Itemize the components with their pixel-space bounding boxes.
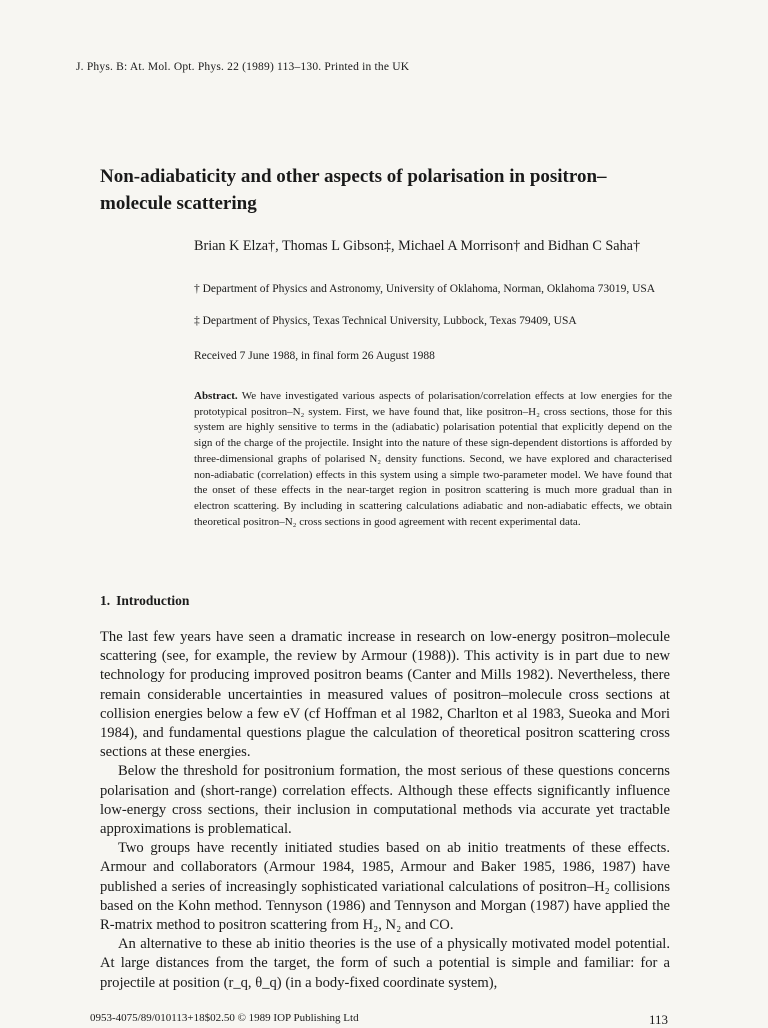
paragraph: An alternative to these ab initio theories is the use of a physically motivated model potential. At large distances from the target, the form of such a potential is simple and familiar: for a projectile at position (r_q, θ_q) (in a body-fixed coordinate system), [100,936,670,991]
affiliation-1: † Department of Physics and Astronomy, University of Oklahoma, Norman, Oklahoma 73019, USA [194,283,656,295]
paragraph: Below the threshold for positronium formation, the most serious of these questions concerns polarisation and (short-range) correlation effects. Although these effects significantly influence low-energy cross sections, their inclusion in computational methods via accurate yet tractable approximations is problematical. [100,763,670,838]
paper-title: Non-adiabaticity and other aspects of polarisation in positron–molecule scattering [100,166,607,214]
journal-header: J. Phys. B: At. Mol. Opt. Phys. 22 (1989) 113–130. Printed in the UK [76,61,410,73]
page-footer [90,1012,668,1028]
section-number: 1. [100,593,111,608]
abstract-label: Abstract. [194,390,238,402]
author-list: Brian K Elza†, Thomas L Gibson‡, Michael A Morrison† and Bidhan C Saha† [194,238,641,254]
section-heading [100,593,189,609]
page-number: 113 [648,1012,668,1027]
received-date: Received 7 June 1988, in final form 26 August 1988 [194,350,435,362]
abstract-text: We have investigated various aspects of polarisation/correlation effects at low energies for the prototypical positron–N₂ system. First, we have found that, like positron–H₂ cross sections, those for this system are highly sensitive to terms in the (adiabatic) polarisation potential that explicitly depend on the sign of the charge of the projectile. Insight into the nature of these sign-dependent distortions is afforded by three-dimensional graphs of polarised N₂ density functions. Second, we have explored and characterised non-adiabatic (correlation) effects in this system using a simple two-parameter model. We have found that the onset of these effects in the near-target region in positron scattering is much more gradual than in electron scattering. By including in scattering calculations adiabatic and non-adiabatic effects, we obtain theoretical positron–N₂ cross sections in good agreement with recent experimental data. [194,390,672,528]
section-title: Introduction [116,593,190,608]
affiliation-2: ‡ Department of Physics, Texas Technical University, Lubbock, Texas 79409, USA [194,315,577,327]
body-text [100,628,670,993]
footer-issn-copyright: 0953-4075/89/010113+18$02.50 © 1989 IOP Publishing Ltd [90,1012,359,1024]
abstract [194,389,672,530]
paragraph: Two groups have recently initiated studies based on ab initio treatments of these effects. Armour and collaborators (Armour 1984, 1985, Armour and Baker 1985, 1986, 1987) have published a series of increasingly sophisticated variational calculations of positron–H₂ collisions based on the Kohn method. Tennyson (1986) and Tennyson and Morgan (1987) have applied the R-matrix method to positron scattering from H₂, N₂ and CO. [100,840,670,934]
paragraph: The last few years have seen a dramatic increase in research on low-energy positron–molecule scattering (see, for example, the review by Armour (1988)). This activity is in part due to new technology for producing improved positron beams (Canter and Mills 1982). Nevertheless, there remain considerable uncertainties in measured values of positron–molecule cross sections at collision energies below a few eV (cf Hoffman et al 1982, Charlton et al 1983, Sueoka and Mori 1984), and fundamental questions plague the calculation of theoretical positron scattering cross sections at these energies. [100,629,670,761]
